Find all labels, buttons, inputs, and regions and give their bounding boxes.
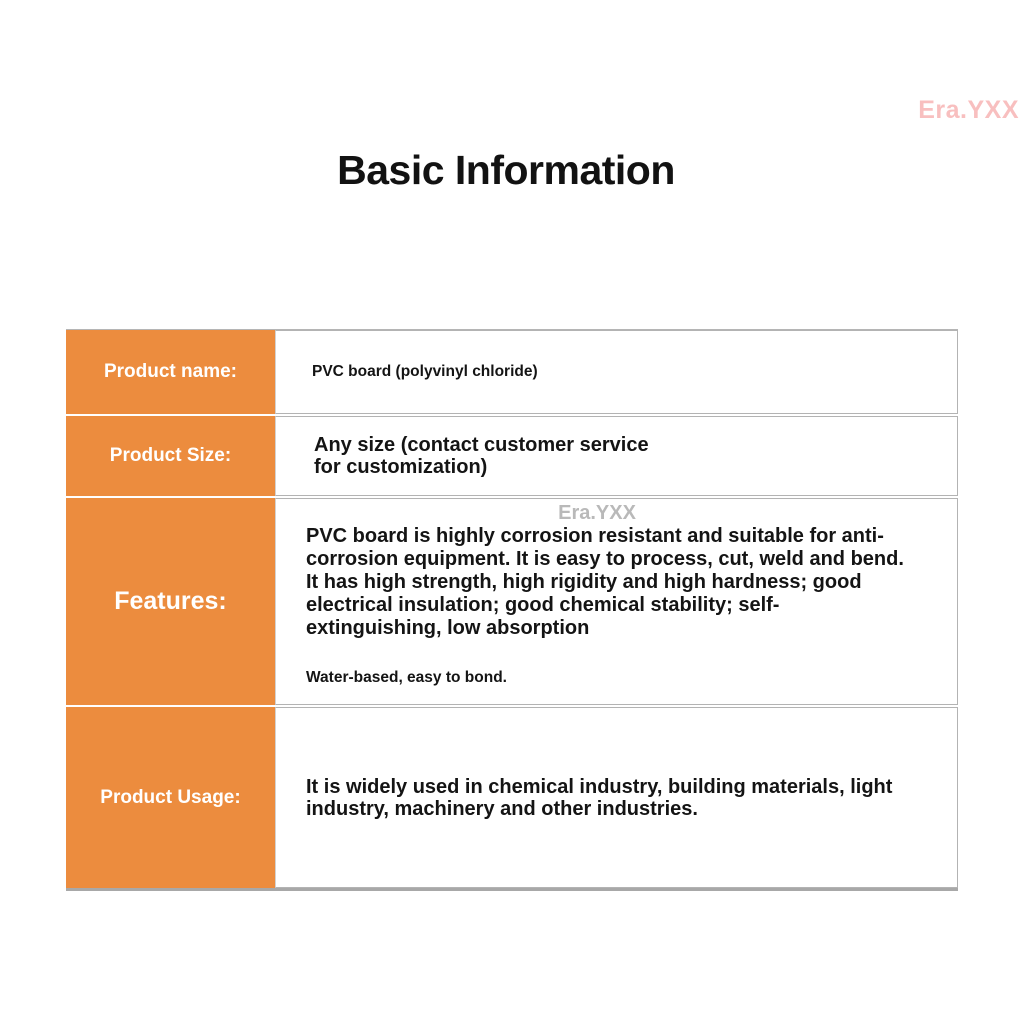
table-row-features xyxy=(66,498,958,705)
features-paragraph: PVC board is highly corrosion resistant and suitable for anti-corrosion equipment. It is easy to process, cut, weld and bend. It has high strength, high rigidity and high hardness; good electrical insulation; good chemical stability; self-extinguishing, low absorption xyxy=(306,525,904,639)
product-usage-value xyxy=(275,707,958,888)
product-usage-label xyxy=(66,707,275,888)
product-size-label xyxy=(66,416,275,496)
value-text: It is widely used in chemical industry, building materials, light industry, machinery and other industries. xyxy=(306,775,893,820)
table-row-product-name xyxy=(66,330,958,414)
value-text: PVC board (polyvinyl chloride) xyxy=(312,363,538,380)
label-text: Product Usage: xyxy=(100,786,241,808)
product-name-label xyxy=(66,330,275,414)
features-note: Water-based, easy to bond. xyxy=(306,669,507,686)
watermark-features-cell: Era.YXX xyxy=(558,502,636,524)
table-row-product-size xyxy=(66,416,958,496)
product-info-table xyxy=(66,329,958,891)
value-text: Any size (contact customer service for customization) xyxy=(314,434,649,478)
page-title: Basic Information xyxy=(337,147,675,193)
label-text: Features: xyxy=(114,587,227,615)
label-text: Product Size: xyxy=(109,445,232,466)
watermark-top-right: Era.YXX xyxy=(918,96,1019,124)
product-size-value xyxy=(275,416,958,496)
table-row-product-usage xyxy=(66,707,958,888)
features-value xyxy=(275,498,958,705)
features-label xyxy=(66,498,275,705)
product-name-value xyxy=(275,330,958,414)
label-text: Product name: xyxy=(103,361,238,382)
